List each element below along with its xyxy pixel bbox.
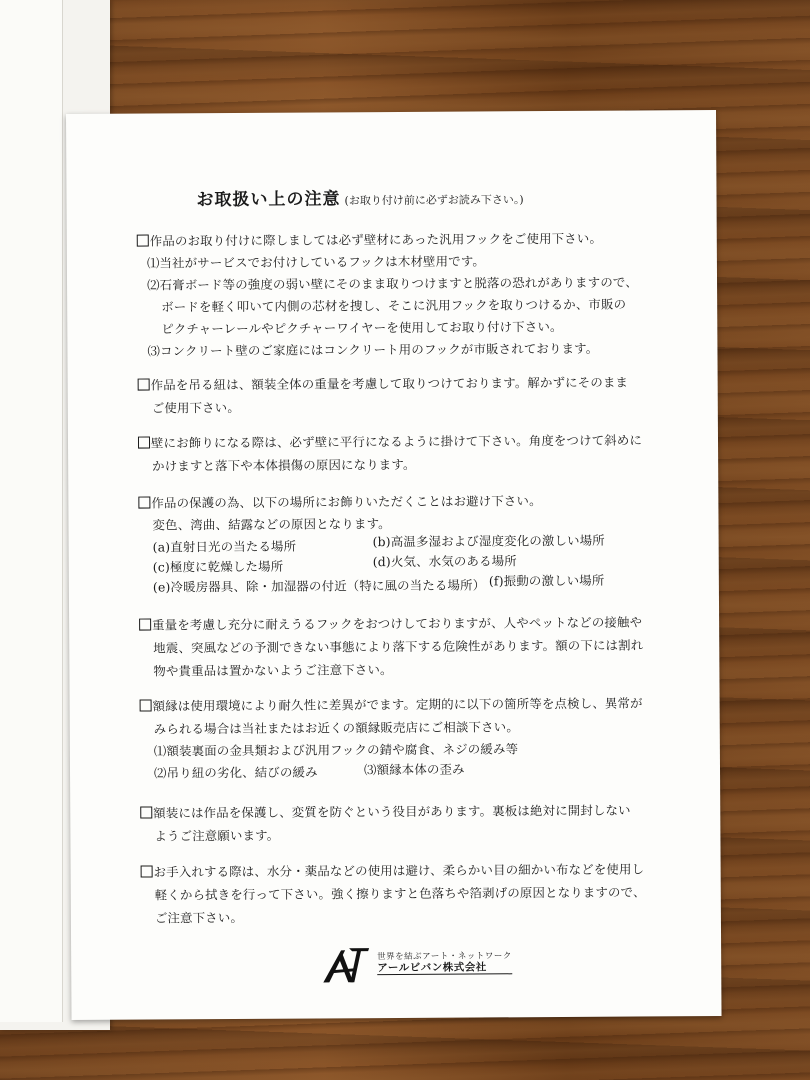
notice-line: ようご注意願います。 xyxy=(154,827,280,844)
notice-line: ⑶額縁本体の歪み xyxy=(363,761,465,778)
checkbox-icon xyxy=(138,378,150,390)
art-vivant-logo-icon xyxy=(319,944,373,984)
notice-line: かけますと落下や本体損傷の原因になります。 xyxy=(152,456,416,474)
company-logo xyxy=(319,943,512,984)
page-title: お取扱い上の注意 xyxy=(196,189,341,211)
logo-text xyxy=(377,952,512,976)
notice-line: (d)火気、水気のある場所 xyxy=(372,553,517,570)
notice-line: 物や貴重品は置かないようご注意下さい。 xyxy=(153,662,393,679)
notice-line: ⑴額装裏面の金具類および汎用フックの錆や腐食、ネジの緩み等 xyxy=(153,741,519,759)
notice-line: (e)冷暖房器具、除・加湿器の付近（特に風の当たる場所） xyxy=(152,577,486,595)
notice-line: ⑶コンクリート壁のご家庭にはコンクリート用のフックが市販されております。 xyxy=(147,340,599,359)
notice-line: 重量を考慮し充分に耐えうるフックをおつけしておりますが、人やペットなどの接触や xyxy=(139,612,642,633)
logo-company-name: アールビバン株式会社 xyxy=(377,962,512,976)
notice-line: 軽くから拭きを行って下さい。強く擦りますと色落ちや箔剥げの原因となりますので、 xyxy=(154,884,646,903)
checkbox-icon xyxy=(137,234,149,246)
logo-tagline: 世界を結ぶアート・ネットワーク xyxy=(377,950,512,962)
checkbox-icon xyxy=(140,806,152,818)
checkbox-icon xyxy=(138,436,150,448)
notice-line: お手入れする際は、水分・薬品などの使用は避け、柔らかい目の細かい布などを使用し xyxy=(141,859,645,880)
notice-line: みられる場合は当社またはお近くの額縁販売店にご相談下さい。 xyxy=(153,719,519,737)
notice-line: ボードを軽く叩いて内側の芯材を捜し、そこに汎用フックを取りつけるか、市販の xyxy=(161,296,627,315)
instruction-sheet xyxy=(66,110,722,1020)
notice-line: 額縁は使用環境により耐久性に差異がでます。定期的に以下の箇所等を点検し、異常が xyxy=(140,693,643,714)
notice-line: 作品の保護の為、以下の場所にお飾りいただくことはお避け下さい。 xyxy=(138,491,541,511)
notice-line: 作品を吊る紐は、額装全体の重量を考慮して取りつけております。解かずにそのまま xyxy=(138,373,629,394)
notice-line: (f)振動の激しい場所 xyxy=(488,572,605,589)
checkbox-icon xyxy=(141,865,153,877)
notice-line: ご使用下さい。 xyxy=(151,399,240,416)
notice-line: ⑵吊り紐の劣化、結びの緩み xyxy=(153,764,318,781)
notice-line: ⑵石膏ボード等の強度の弱い壁にそのまま取りつけますと脱落の恐れがありますので、 xyxy=(147,274,638,293)
checkbox-icon xyxy=(139,618,151,630)
title-note: (お取り付け前に必ずお読み下さい。) xyxy=(344,193,524,208)
checkbox-icon xyxy=(140,699,152,711)
notice-line: (c)極度に乾燥した場所 xyxy=(152,558,284,575)
notice-line: 地震、突風などの予測できない事態により落下する危険性があります。額の下には割れ xyxy=(153,637,644,656)
background-sheet-edge xyxy=(0,0,63,1022)
notice-line: 作品のお取り付けに際しましては必ず壁材にあった汎用フックをご使用下さい。 xyxy=(137,229,602,250)
notice-line: ご注意下さい。 xyxy=(154,909,244,926)
notice-line: 額装には作品を保護し、変質を防ぐという役目があります。裏板は絶対に開封しない xyxy=(140,801,631,822)
notice-line: 壁にお飾りになる際は、必ず壁に平行になるように掛けて下さい。角度をつけて斜めに xyxy=(138,430,642,451)
notice-line: ⑴当社がサービスでお付けしているフックは木材壁用です。 xyxy=(146,253,486,271)
title-row xyxy=(196,183,523,210)
notice-line: (b)高温多湿および湿度変化の激しい場所 xyxy=(372,532,605,550)
notice-line: ピクチャーレールやピクチャーワイヤーを使用してお取り付け下さい。 xyxy=(161,318,563,337)
notice-line: 変色、湾曲、結露などの原因となります。 xyxy=(152,516,391,533)
checkbox-icon xyxy=(138,496,150,508)
notice-line: (a)直射日光の当たる場所 xyxy=(152,538,297,555)
